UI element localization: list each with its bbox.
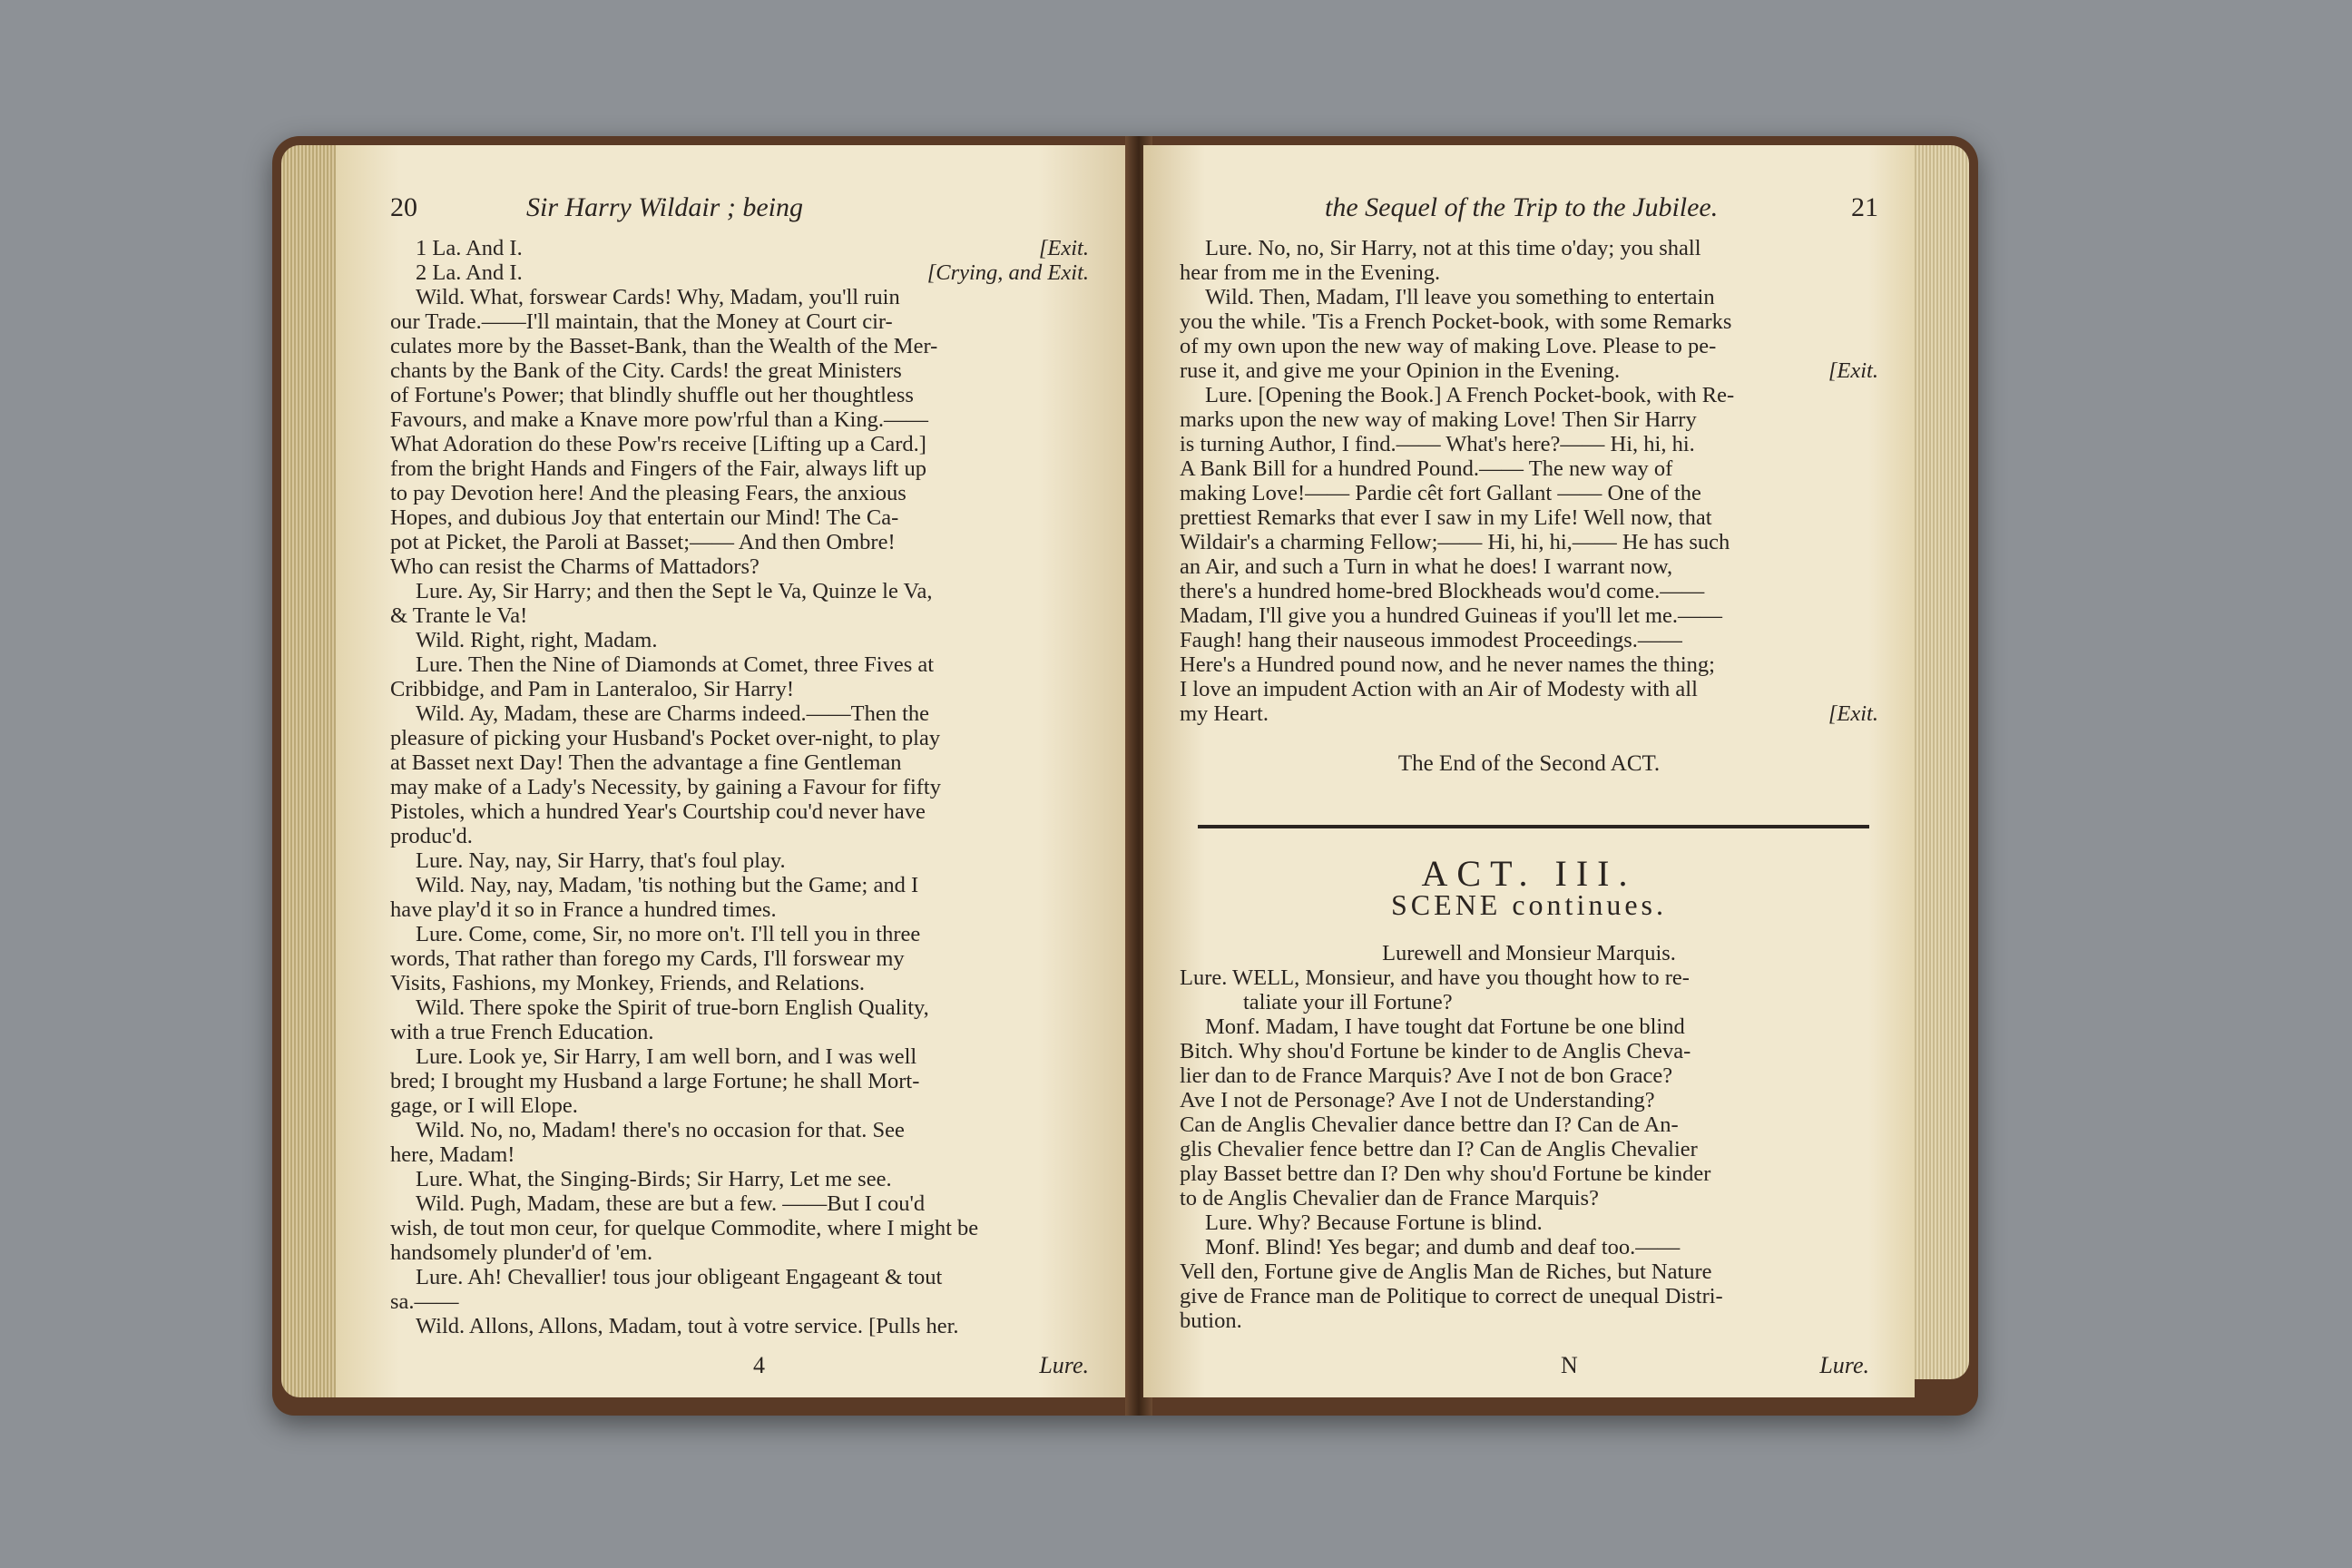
- scene-persons: Lurewell and Monsieur Marquis.: [1382, 941, 1676, 965]
- line-text: Wild. There spoke the Spirit of true-born English Quality,: [416, 995, 929, 1020]
- text-line: [1180, 1186, 1878, 1210]
- left-page: [336, 145, 1134, 1397]
- line-text: produc'd.: [390, 824, 473, 848]
- text-line: [1180, 1039, 1878, 1063]
- text-line: [1180, 1063, 1878, 1088]
- line-text: Wild. Nay, nay, Madam, 'tis nothing but the Game; and I: [416, 873, 919, 897]
- text-line: [1180, 554, 1878, 579]
- text-line: [1180, 285, 1878, 309]
- text-line: [1180, 456, 1878, 481]
- text-line: [390, 1314, 1089, 1338]
- line-text: glis Chevalier fence bettre dan I? Can de Anglis Chevalier: [1180, 1137, 1698, 1161]
- right-page-number: 21: [1851, 192, 1878, 222]
- text-line: [390, 407, 1089, 432]
- line-text: lier dan to de France Marquis? Ave I not de bon Grace?: [1180, 1063, 1673, 1088]
- text-line: [1180, 505, 1878, 530]
- line-text: culates more by the Basset-Bank, than the Wealth of the Mer-: [390, 334, 938, 358]
- left-running-title: Sir Harry Wildair ; being: [526, 192, 803, 222]
- text-line: [390, 701, 1089, 726]
- line-text: at Basset next Day! Then the advantage a fine Gentleman: [390, 750, 902, 775]
- line-text: bution.: [1180, 1308, 1242, 1333]
- stage-direction: [Exit.: [1828, 701, 1878, 726]
- line-text: Wildair's a charming Fellow;—— Hi, hi, hi,—— He has such: [1180, 530, 1730, 554]
- line-text: handsomely plunder'd of 'em.: [390, 1240, 653, 1265]
- text-line: [390, 358, 1089, 383]
- line-text: Lure. WELL, Monsieur, and have you thought how to re-: [1180, 965, 1690, 990]
- act-end-line: The End of the Second ACT.: [1397, 751, 1661, 776]
- text-line: [1180, 309, 1878, 334]
- line-text: What Adoration do these Pow'rs receive [Lifting up a Card.]: [390, 432, 926, 456]
- text-line: [390, 1118, 1089, 1142]
- text-line: [1180, 383, 1878, 407]
- text-line: [390, 481, 1089, 505]
- catchword: Lure.: [1039, 1352, 1089, 1378]
- text-line: [390, 1167, 1089, 1191]
- text-line: [390, 1142, 1089, 1167]
- text-line: [390, 775, 1089, 799]
- text-line: [390, 309, 1089, 334]
- line-text: Wild. Ay, Madam, these are Charms indeed.——Then the: [416, 701, 930, 726]
- line-text: ruse it, and give me your Opinion in the Evening.: [1180, 358, 1621, 383]
- line-text: from the bright Hands and Fingers of the Fair, always lift up: [390, 456, 926, 481]
- text-line: [390, 848, 1089, 873]
- text-line: [390, 726, 1089, 750]
- text-line: [390, 897, 1089, 922]
- act-three-text: [1180, 965, 1878, 1333]
- text-line: [390, 971, 1089, 995]
- line-text: Bitch. Why shou'd Fortune be kinder to de Anglis Cheva-: [1180, 1039, 1691, 1063]
- line-text: may make of a Lady's Necessity, by gaining a Favour for fifty: [390, 775, 941, 799]
- line-text: Visits, Fashions, my Monkey, Friends, and Relations.: [390, 971, 866, 995]
- line-text: Wild. Then, Madam, I'll leave you something to entertain: [1205, 285, 1715, 309]
- text-line: [1180, 260, 1878, 285]
- line-text: Lure. Why? Because Fortune is blind.: [1205, 1210, 1543, 1235]
- line-text: 2 La. And I.: [416, 260, 523, 285]
- stage-direction: [Exit.: [1828, 358, 1878, 383]
- open-book: [272, 118, 1978, 1416]
- text-line: [390, 1289, 1089, 1314]
- line-text: Lure. Ah! Chevallier! tous jour obligeant Engageant & tout: [416, 1265, 943, 1289]
- line-text: making Love!—— Pardie cêt fort Gallant —— One of the: [1180, 481, 1701, 505]
- text-line: [1180, 965, 1878, 990]
- line-text: an Air, and such a Turn in what he does! I warrant now,: [1180, 554, 1673, 579]
- line-text: Lure. No, no, Sir Harry, not at this time o'day; you shall: [1205, 236, 1701, 260]
- text-line: [390, 1044, 1089, 1069]
- line-text: Lure. Ay, Sir Harry; and then the Sept le Va, Quinze le Va,: [416, 579, 933, 603]
- act-two-ending-text: [1180, 236, 1878, 726]
- text-line: [390, 1093, 1089, 1118]
- text-line: [390, 824, 1089, 848]
- right-running-title: the Sequel of the Trip to the Jubilee.: [1325, 192, 1719, 222]
- line-text: you the while. 'Tis a French Pocket-book, with some Remarks: [1180, 309, 1732, 334]
- line-text: is turning Author, I find.—— What's here?—— Hi, hi, hi.: [1180, 432, 1695, 456]
- line-text: Hopes, and dubious Joy that entertain our Mind! The Ca-: [390, 505, 899, 530]
- line-text: play Basset bettre dan I? Den why shou'd Fortune be kinder: [1180, 1161, 1711, 1186]
- line-text: Favours, and make a Knave more pow'rful than a King.——: [390, 407, 928, 432]
- line-text: my Heart.: [1180, 701, 1269, 726]
- text-line: [1180, 677, 1878, 701]
- text-line: [390, 677, 1089, 701]
- act-title: ACT. III.: [1421, 853, 1637, 894]
- text-line: [390, 579, 1089, 603]
- line-text: gage, or I will Elope.: [390, 1093, 578, 1118]
- text-line: [1180, 1014, 1878, 1039]
- text-line: [1180, 1259, 1878, 1284]
- text-line: [390, 554, 1089, 579]
- line-text: marks upon the new way of making Love! Then Sir Harry: [1180, 407, 1697, 432]
- text-line: [1180, 701, 1878, 726]
- line-text: Lure. Then the Nine of Diamonds at Comet, three Fives at: [416, 652, 935, 677]
- text-line: [390, 236, 1089, 260]
- line-text: of my own upon the new way of making Love. Please to pe-: [1180, 334, 1717, 358]
- line-text: Madam, I'll give you a hundred Guineas if you'll let me.——: [1180, 603, 1723, 628]
- line-text: Cribbidge, and Pam in Lanteraloo, Sir Harry!: [390, 677, 794, 701]
- text-line: [1180, 990, 1878, 1014]
- text-line: [390, 628, 1089, 652]
- section-rule: [1198, 825, 1869, 828]
- text-line: [390, 432, 1089, 456]
- line-text: Ave I not de Personage? Ave I not de Understanding?: [1180, 1088, 1655, 1112]
- line-text: hear from me in the Evening.: [1180, 260, 1441, 285]
- stage-direction: [Exit.: [1038, 236, 1089, 260]
- text-line: [1180, 603, 1878, 628]
- line-text: Can de Anglis Chevalier dance bettre dan I? Can de An-: [1180, 1112, 1679, 1137]
- line-text: Lure. Nay, nay, Sir Harry, that's foul play.: [416, 848, 786, 873]
- text-line: [390, 505, 1089, 530]
- line-text: Wild. Pugh, Madam, these are but a few. ——But I cou'd: [416, 1191, 926, 1216]
- text-line: [1180, 1137, 1878, 1161]
- left-page-text: [390, 236, 1089, 1338]
- text-line: [390, 285, 1089, 309]
- line-text: Wild. What, forswear Cards! Why, Madam, you'll ruin: [416, 285, 900, 309]
- text-line: [1180, 1284, 1878, 1308]
- line-text: 1 La. And I.: [416, 236, 523, 260]
- text-line: [390, 383, 1089, 407]
- text-line: [390, 1240, 1089, 1265]
- text-line: [390, 1020, 1089, 1044]
- text-line: [390, 922, 1089, 946]
- text-line: [1180, 1112, 1878, 1137]
- text-line: [390, 750, 1089, 775]
- line-text: our Trade.——I'll maintain, that the Money at Court cir-: [390, 309, 893, 334]
- line-text: Lure. [Opening the Book.] A French Pocket-book, with Re-: [1205, 383, 1735, 407]
- line-text: have play'd it so in France a hundred times.: [390, 897, 777, 922]
- line-text: there's a hundred home-bred Blockheads wou'd come.——: [1180, 579, 1705, 603]
- text-line: [390, 1069, 1089, 1093]
- text-line: [1180, 1088, 1878, 1112]
- line-text: Pistoles, which a hundred Year's Courtship cou'd never have: [390, 799, 926, 824]
- line-text: Wild. Allons, Allons, Madam, tout à votre service. [Pulls her.: [416, 1314, 959, 1338]
- signature-mark: 4: [753, 1352, 765, 1378]
- text-line: [390, 873, 1089, 897]
- right-page: [1143, 145, 1915, 1397]
- text-line: [390, 1191, 1089, 1216]
- text-line: [1180, 1308, 1878, 1333]
- line-text: words, That rather than forego my Cards, I'll forswear my: [390, 946, 905, 971]
- text-line: [1180, 652, 1878, 677]
- text-line: [390, 652, 1089, 677]
- text-line: [1180, 358, 1878, 383]
- text-line: [390, 799, 1089, 824]
- line-text: wish, de tout mon ceur, for quelque Commodite, where I might be: [390, 1216, 979, 1240]
- text-line: [1180, 334, 1878, 358]
- line-text: bred; I brought my Husband a large Fortune; he shall Mort-: [390, 1069, 920, 1093]
- scene-title: SCENE continues.: [1391, 888, 1667, 921]
- line-text: of Fortune's Power; that blindly shuffle out her thoughtless: [390, 383, 914, 407]
- line-text: sa.——: [390, 1289, 459, 1314]
- line-text: taliate your ill Fortune?: [1243, 990, 1453, 1014]
- line-text: & Trante le Va!: [390, 603, 528, 628]
- line-text: A Bank Bill for a hundred Pound.—— The new way of: [1180, 456, 1673, 481]
- right-page-text: [1180, 236, 1878, 1333]
- text-line: [390, 1216, 1089, 1240]
- line-text: Vell den, Fortune give de Anglis Man de Riches, but Nature: [1180, 1259, 1712, 1284]
- line-text: Wild. Right, right, Madam.: [416, 628, 658, 652]
- line-text: Lure. What, the Singing-Birds; Sir Harry, Let me see.: [416, 1167, 892, 1191]
- text-line: [390, 456, 1089, 481]
- line-text: Faugh! hang their nauseous immodest Proceedings.——: [1180, 628, 1682, 652]
- text-line: [1180, 579, 1878, 603]
- text-line: [1180, 236, 1878, 260]
- text-line: [390, 260, 1089, 285]
- line-text: with a true French Education.: [390, 1020, 654, 1044]
- line-text: I love an impudent Action with an Air of Modesty with all: [1180, 677, 1698, 701]
- line-text: Who can resist the Charms of Mattadors?: [390, 554, 760, 579]
- text-line: [390, 530, 1089, 554]
- line-text: pot at Picket, the Paroli at Basset;—— And then Ombre!: [390, 530, 896, 554]
- line-text: pleasure of picking your Husband's Pocket over-night, to play: [390, 726, 941, 750]
- text-line: [390, 946, 1089, 971]
- text-line: [1180, 530, 1878, 554]
- line-text: Monf. Madam, I have tought dat Fortune be one blind: [1205, 1014, 1685, 1039]
- text-line: [390, 995, 1089, 1020]
- text-line: [1180, 407, 1878, 432]
- left-page-number: 20: [390, 192, 417, 222]
- catchword: Lure.: [1819, 1352, 1869, 1378]
- text-line: [1180, 1235, 1878, 1259]
- stage-direction: [Crying, and Exit.: [926, 260, 1089, 285]
- text-line: [390, 1265, 1089, 1289]
- signature-mark: N: [1561, 1352, 1578, 1378]
- line-text: Here's a Hundred pound now, and he never names the thing;: [1180, 652, 1715, 677]
- text-line: [390, 334, 1089, 358]
- line-text: chants by the Bank of the City. Cards! the great Ministers: [390, 358, 902, 383]
- text-line: [1180, 481, 1878, 505]
- line-text: Lure. Come, come, Sir, no more on't. I'll tell you in three: [416, 922, 921, 946]
- text-line: [1180, 1161, 1878, 1186]
- line-text: to pay Devotion here! And the pleasing Fears, the anxious: [390, 481, 906, 505]
- line-text: Wild. No, no, Madam! there's no occasion for that. See: [416, 1118, 905, 1142]
- text-line: [390, 603, 1089, 628]
- line-text: prettiest Remarks that ever I saw in my Life! Well now, that: [1180, 505, 1712, 530]
- text-line: [1180, 1210, 1878, 1235]
- line-text: Lure. Look ye, Sir Harry, I am well born, and I was well: [416, 1044, 917, 1069]
- text-line: [1180, 432, 1878, 456]
- line-text: here, Madam!: [390, 1142, 515, 1167]
- line-text: give de France man de Politique to correct de unequal Distri-: [1180, 1284, 1723, 1308]
- line-text: to de Anglis Chevalier dan de France Marquis?: [1180, 1186, 1599, 1210]
- line-text: Monf. Blind! Yes begar; and dumb and deaf too.——: [1205, 1235, 1681, 1259]
- text-line: [1180, 628, 1878, 652]
